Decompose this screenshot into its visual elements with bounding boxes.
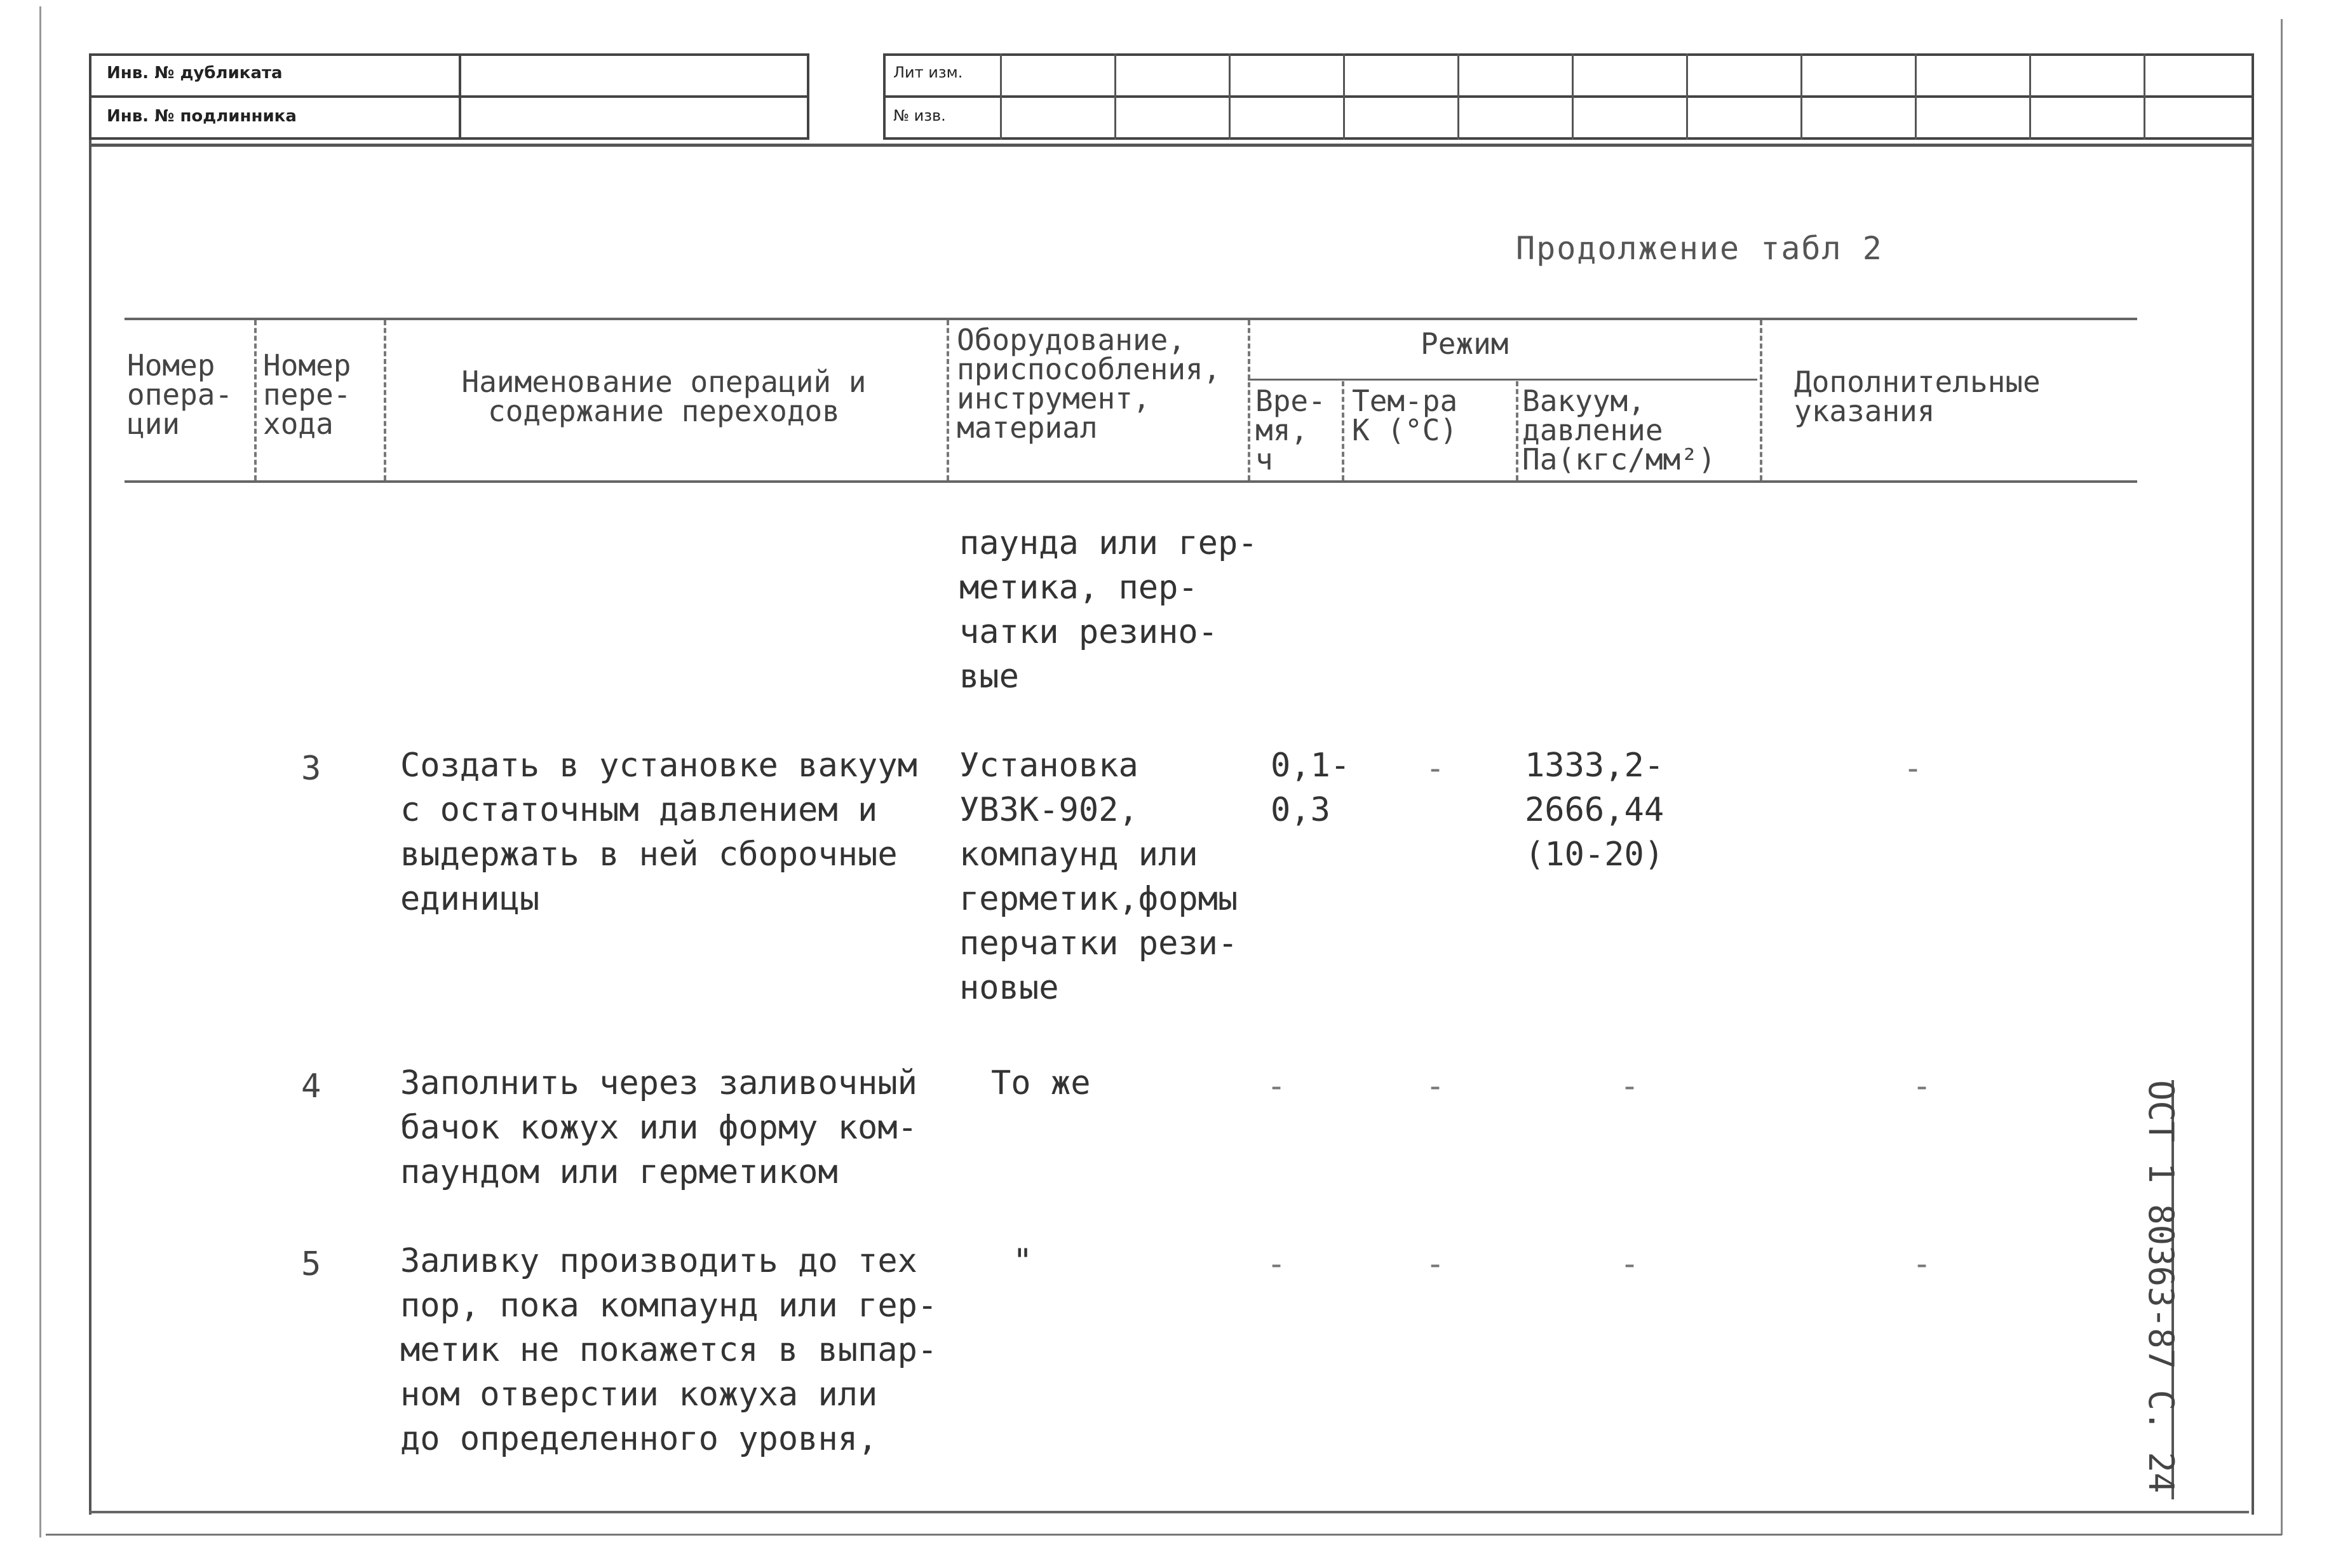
revision-grid-column [2144, 53, 2145, 140]
outer-right-line [2281, 19, 2283, 1535]
row-step-5-temp: - [1426, 1245, 1445, 1282]
header-divider [1342, 381, 1344, 480]
row-step-5-equipment: " [1013, 1242, 1033, 1280]
revision-grid-column [2029, 53, 2031, 140]
row-step-4-number: 4 [301, 1067, 321, 1105]
frame-left-border [89, 53, 91, 1515]
header-divider [1760, 320, 1762, 480]
outer-left-line [39, 6, 41, 1538]
row-step-3-equipment: Установка УВЗК-902, компаунд или герметик,формы перчатки рези- новые [959, 747, 1238, 1007]
header-vacuum: Вакуум, давление Па(кгс/мм²) [1522, 384, 1716, 476]
revision-doc-label: № изв. [893, 107, 946, 125]
header-divider [1516, 381, 1518, 480]
header-op-num: Номер опера- ции [127, 348, 233, 441]
header-notes: Дополнительные указания [1794, 365, 2041, 428]
row-step-5-notes: - [1912, 1245, 1932, 1282]
row-step-3-temp: - [1426, 750, 1445, 787]
revision-grid-column [1686, 53, 1688, 140]
stamp-row-separator [89, 95, 809, 98]
row-step-4-time: - [1267, 1067, 1286, 1104]
header-divider [384, 320, 386, 480]
table-header-top-line [125, 318, 2137, 320]
side-document-code-text: ОСТ 1 80363-87 С. 24 [2141, 1080, 2181, 1494]
frame-bottom-border [89, 1511, 2249, 1513]
row-step-3-notes: - [1903, 750, 1923, 787]
header-operation-name: Наименование операций и содержание переходов [461, 365, 867, 428]
revision-grid-column [1457, 53, 1459, 140]
outer-bottom-line [46, 1534, 2282, 1536]
revision-grid-column [1572, 53, 1574, 140]
revision-grid-column [1229, 53, 1231, 140]
revision-grid-column [1114, 53, 1116, 140]
row-step-3-text: Создать в установке вакуум с остаточным давлением и выдержать в ней сборочные единицы [400, 747, 917, 918]
revision-grid-row-separator [883, 95, 2254, 98]
table-header-bottom-line [125, 480, 2137, 483]
frame-top-border [89, 144, 2254, 147]
row-step-5-number: 5 [301, 1245, 321, 1283]
mode-subheader-line [1248, 379, 1757, 381]
header-mode: Режим [1421, 327, 1509, 361]
table-caption: Продолжение табл 2 [1516, 230, 1883, 267]
revision-grid-column [1000, 53, 1002, 140]
stamp-original-label: Инв. № подлинника [107, 107, 297, 126]
header-temperature: Тем-ра К (°С) [1352, 384, 1458, 447]
header-equipment: Оборудование, приспособления, инструмент, материал [957, 323, 1221, 445]
row-continuation-equipment: паунда или гер- метика, пер- чатки резино- вые [959, 524, 1258, 696]
header-time: Вре- мя, ч [1255, 384, 1326, 476]
revision-sheet-label: Лит изм. [893, 64, 963, 81]
row-step-5-vacuum: - [1620, 1245, 1640, 1282]
side-document-code [2119, 1080, 2196, 1499]
row-step-4-temp: - [1426, 1067, 1445, 1104]
header-divider [947, 320, 949, 480]
row-step-3-time: 0,1- 0,3 [1271, 747, 1351, 829]
stamp-column-separator [459, 53, 461, 140]
header-step-num: Номер пере- хода [263, 348, 351, 441]
row-step-4-equipment: То же [991, 1064, 1091, 1102]
stamp-duplicate-label: Инв. № дубликата [107, 64, 283, 83]
row-step-5-text: Заливку производить до тех пор, пока компаунд или гер- метик не покажется в выпар- ном отверстии кожуха или до определенного уровня, [400, 1242, 938, 1458]
revision-grid-column [1343, 53, 1345, 140]
header-divider [1248, 320, 1250, 480]
frame-right-border [2252, 53, 2254, 1515]
header-divider [254, 320, 257, 480]
revision-grid-column [1915, 53, 1917, 140]
revision-grid-column [1800, 53, 1802, 140]
row-step-4-vacuum: - [1620, 1067, 1640, 1104]
row-step-5-time: - [1267, 1245, 1286, 1282]
row-step-3-vacuum: 1333,2- 2666,44 (10-20) [1525, 747, 1665, 874]
row-step-4-text: Заполнить через заливочный бачок кожух или форму ком- паундом или герметиком [400, 1064, 917, 1191]
row-step-4-notes: - [1912, 1067, 1932, 1104]
row-step-3-number: 3 [301, 750, 321, 788]
